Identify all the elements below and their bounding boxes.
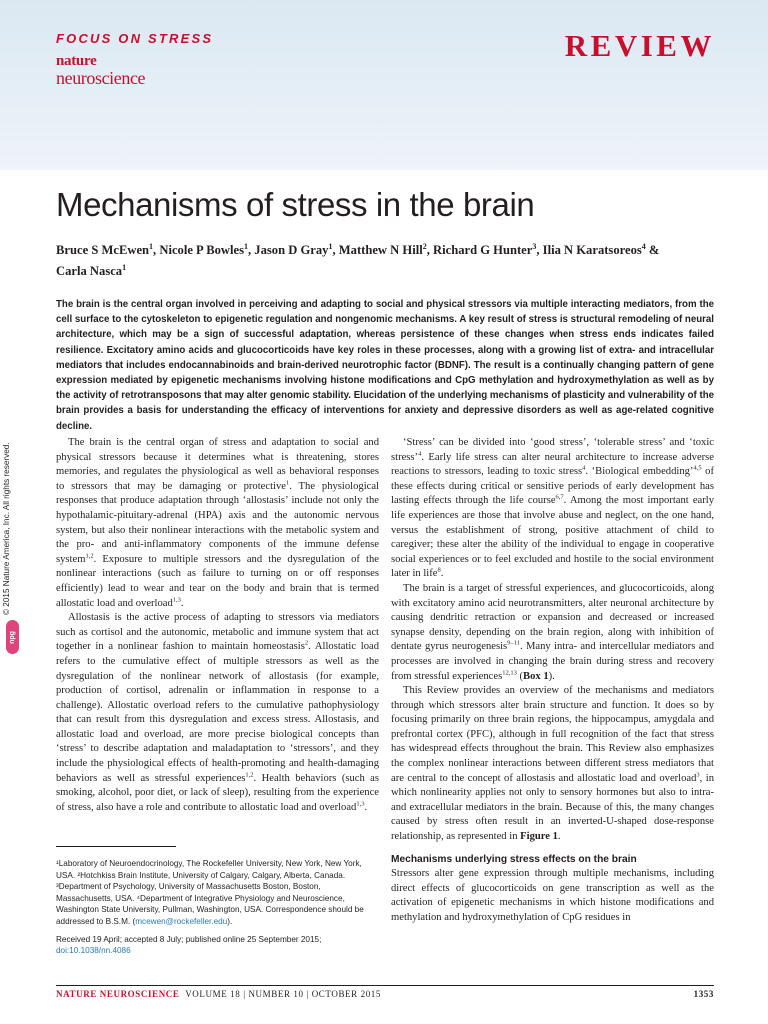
reference-citation[interactable]: 8 bbox=[437, 566, 441, 574]
npg-logo-icon bbox=[6, 620, 19, 654]
reference-citation[interactable]: 1,2 bbox=[85, 552, 94, 560]
author-affiliation: 1 bbox=[244, 242, 248, 251]
publication-history: Received 19 April; accepted 8 July; published online 25 September 2015; doi:10.1038/nn.4086 bbox=[56, 934, 322, 956]
body-paragraph: The brain is a target of stressful experiences, and glucocorticoids, along with excitatory amino acid neurotransmitters, alter neuronal architecture by causing dendritic retraction or expansion and decreased or increased synapse density, depending on the brain region, along with inhibition of dentate gyrus neurogenesis$^{9-11}$. Many intra- and intercellular mediators and processes are involved in changing the brain during stress and recovery from stressful experiences$^{12,13}$ (Box 1). bbox=[391, 582, 714, 682]
author-affiliation: 3 bbox=[532, 242, 537, 251]
reference-citation[interactable]: 1 bbox=[285, 479, 290, 487]
reference-citation[interactable]: 9–11 bbox=[507, 639, 520, 647]
author: Jason D Gray bbox=[254, 243, 329, 258]
body-paragraph: The brain is the central organ of stress and adaptation to social and physical stressors because it determines what is threatening, stores memories, and regulates the physiological as well as behavioral responses to stressors that may be damaging or protective$^1$. The physiological responses that produce adaptation through ‘allostasis’ include not only the hypothalamic-pituitary-adrenal (HPA) axis and the autonomic nervous system, but also their nonlinear interactions with the metabolic system and the pro- and anti-inflammatory components of the immune defense system$^{1,2}$. Exposure to multiple stressors and the dysregulation of the nonlinear interactions (such as failure to turning on or off responses efficiently) lead to wear and tear on the body and brain that is termed allostatic load and overload$^{1,3}$. bbox=[56, 437, 379, 609]
correspondence-email-link[interactable]: mcewen@rockefeller.edu bbox=[135, 916, 228, 926]
footer-divider bbox=[56, 985, 714, 986]
footnotes bbox=[56, 858, 374, 957]
author-affiliation: 1 bbox=[149, 242, 154, 251]
body-column-right bbox=[391, 436, 714, 926]
author: Nicole P Bowles bbox=[159, 243, 244, 258]
article-title: Mechanisms of stress in the brain bbox=[56, 186, 535, 223]
footnote-divider bbox=[56, 846, 176, 847]
footer-journal-name: NATURE NEUROSCIENCE bbox=[56, 989, 180, 999]
npg-logo-text: npg bbox=[8, 630, 16, 644]
box-link[interactable]: Box 1 bbox=[523, 670, 549, 682]
footer-volume-info: VOLUME 18 | NUMBER 10 | OCTOBER 2015 bbox=[185, 989, 381, 999]
journal-logo-line2: neuroscience bbox=[56, 68, 146, 88]
copyright-notice: © 2015 Nature America, Inc. All rights reserved. bbox=[2, 442, 11, 615]
reference-citation[interactable]: 1,3 bbox=[356, 800, 365, 808]
author: Carla Nasca bbox=[56, 264, 123, 279]
author-affiliation: 4 bbox=[641, 242, 646, 251]
section-heading: Mechanisms underlying stress effects on the brain bbox=[391, 853, 637, 865]
article-type: REVIEW bbox=[564, 28, 715, 63]
reference-citation[interactable]: 4,5 bbox=[693, 464, 702, 472]
reference-citation[interactable]: 12,13 bbox=[502, 668, 517, 676]
page-footer bbox=[56, 989, 714, 999]
body-paragraph: Stressors alter gene expression through multiple mechanisms, including direct effects of glucocorticoids on gene transcription as well as the activation of epigenetic mechanisms in which histone modifications and methylation and hydroxymethylation of CpG residues in bbox=[391, 868, 714, 923]
section-label: FOCUS ON STRESS bbox=[56, 31, 214, 46]
reference-citation[interactable]: 3 bbox=[696, 771, 700, 779]
figure-link[interactable]: Figure 1 bbox=[520, 831, 558, 843]
abstract: The brain is the central organ involved in perceiving and adapting to social and physical stressors via multiple interacting mediators, from the cell surface to the cytoskeleton to epigenetic regulation and nongenomic mechanisms. A key result of stress is structural remodeling of neural architecture, which may be a sign of successful adaptation, whereas persistence of these changes when stress ends indicates failed resilience. Excitatory amino acids and glucocorticoids have key roles in these processes, along with a growing list of extra- and intracellular mediators that includes endocannabinoids and brain-derived neurotrophic factor (BDNF). The result is a continually changing pattern of gene expression mediated by epigenetic mechanisms involving histone modifications and CpG methylation and hydroxymethylation as well as by the activity of retrotransposons that may alter genomic stability. Elucidation of the underlying mechanisms of plasticity and vulnerability of the brain provides a basis for understanding the efficacy of interventions for anxiety and depressive disorders as well as age-related cognitive decline. bbox=[56, 299, 714, 432]
author: Ilia N Karatsoreos bbox=[542, 243, 642, 258]
journal-logo bbox=[56, 54, 145, 87]
author-list: Bruce S McEwen$^1$, Nicole P Bowles$^1$, Jason D Gray$^1$, Matthew N Hill$^2$, Richard G Hunter$^3$, Ilia N Karatsoreos$^4$ & Carla Nasca$^1$ bbox=[56, 242, 660, 279]
reference-citation[interactable]: 2 bbox=[304, 639, 309, 647]
reference-citation[interactable]: 4 bbox=[418, 450, 422, 458]
reference-citation[interactable]: 4 bbox=[582, 464, 586, 472]
body-paragraph: This Review provides an overview of the mechanisms and mediators through which stressors alter brain structure and function. It does so by focusing primarily on three brain regions, the hippocampus, amygdala and prefrontal cortex (PFC), although in full recognition of the fact that stress has widespread effects throughout the brain. This Review also emphasizes the complex nonlinear interactions between different stress mediators that are central to the concept of allostasis and allostatic load and overload$^3$, in which nonlinearity applies not only to sensory hormones but also to intra- and extracellular mediators in the brain. Because of this, the many changes caused by stress often result in an inverted-U-shaped dose-response relationship, as represented in Figure 1. bbox=[391, 685, 714, 843]
author-affiliation: 1 bbox=[122, 263, 127, 273]
affiliations-note: ¹Laboratory of Neuroendocrinology, The Rockefeller University, New York, New York, USA. ²Hotchkiss Brain Institute, University of Calgary, Calgary, Alberta, Canada. ³Department of Psychology, University of Massachusetts Boston, Boston, Massachusetts, USA. ⁴Department of Integrative Physiology and Neuroscience, Washington State University, Pullman, Washington, USA. Correspondence should be addressed to B.S.M. (mcewen@rockefeller.edu). bbox=[56, 859, 364, 926]
journal-logo-line1: nature bbox=[56, 53, 97, 69]
body-column-left bbox=[56, 436, 379, 815]
body-paragraph: ‘Stress’ can be divided into ‘good stress’, ‘tolerable stress’ and ‘toxic stress’$^4$. Early life stress can alter neural architecture to increase adverse reactions to stressors, leading to toxic stress$^4$. ‘Biological embedding’$^{4,5}$ of these effects during critical or sensitive periods of early development has lasting effects through the life course$^{6,7}$. Among the most important early life experiences are those that involve abuse and neglect, on the one hand, versus the establishment of strong, positive attachment of child to caregiver; these alter the ability of the individual to engage in cooperative social experiences or to feel excluded and hostile to the social environment later in life$^8$. bbox=[391, 437, 714, 580]
reference-citation[interactable]: 6,7 bbox=[555, 493, 564, 501]
author: Richard G Hunter bbox=[433, 243, 533, 258]
doi-link[interactable]: doi:10.1038/nn.4086 bbox=[56, 946, 131, 956]
author-affiliation: 1 bbox=[328, 242, 333, 251]
author: Bruce S McEwen bbox=[56, 243, 150, 258]
reference-citation[interactable]: 1,3 bbox=[172, 596, 181, 603]
page-number: 1353 bbox=[693, 989, 714, 999]
body-paragraph: Allostasis is the active process of adapting to stressors via mediators such as cortisol and the autonomic, metabolic and immune system that act together in a nonlinear fashion to maintain homeostasis$^2$. Allostatic load refers to the cumulative effect of multiple stressors as well as the dysregulation of the nonlinear network of allostasis (for example, production of cortisol, adrenalin or inflammation in response to a challenge). Allostatic overload refers to the cumulative pathophysiology that can result from this dysregulation and excess stress. Allostasis, and allostatic load and overload, are more precise biological concepts than ‘stress’ to describe adaptation and maladaptation to ‘stressors’, and they include the physiological effects of health-promoting and health-damaging behaviors as well as stressful experiences$^{1,2}$. Health behaviors (such as smoking, alcohol, poor diet, or lack of sleep), resulting from the experience of stress, also have a role and contribute to allostatic load and overload$^{1,3}$. bbox=[56, 612, 380, 813]
reference-citation[interactable]: 1,2 bbox=[245, 771, 254, 779]
author-affiliation: 2 bbox=[422, 242, 427, 251]
author: Matthew N Hill bbox=[338, 243, 423, 258]
